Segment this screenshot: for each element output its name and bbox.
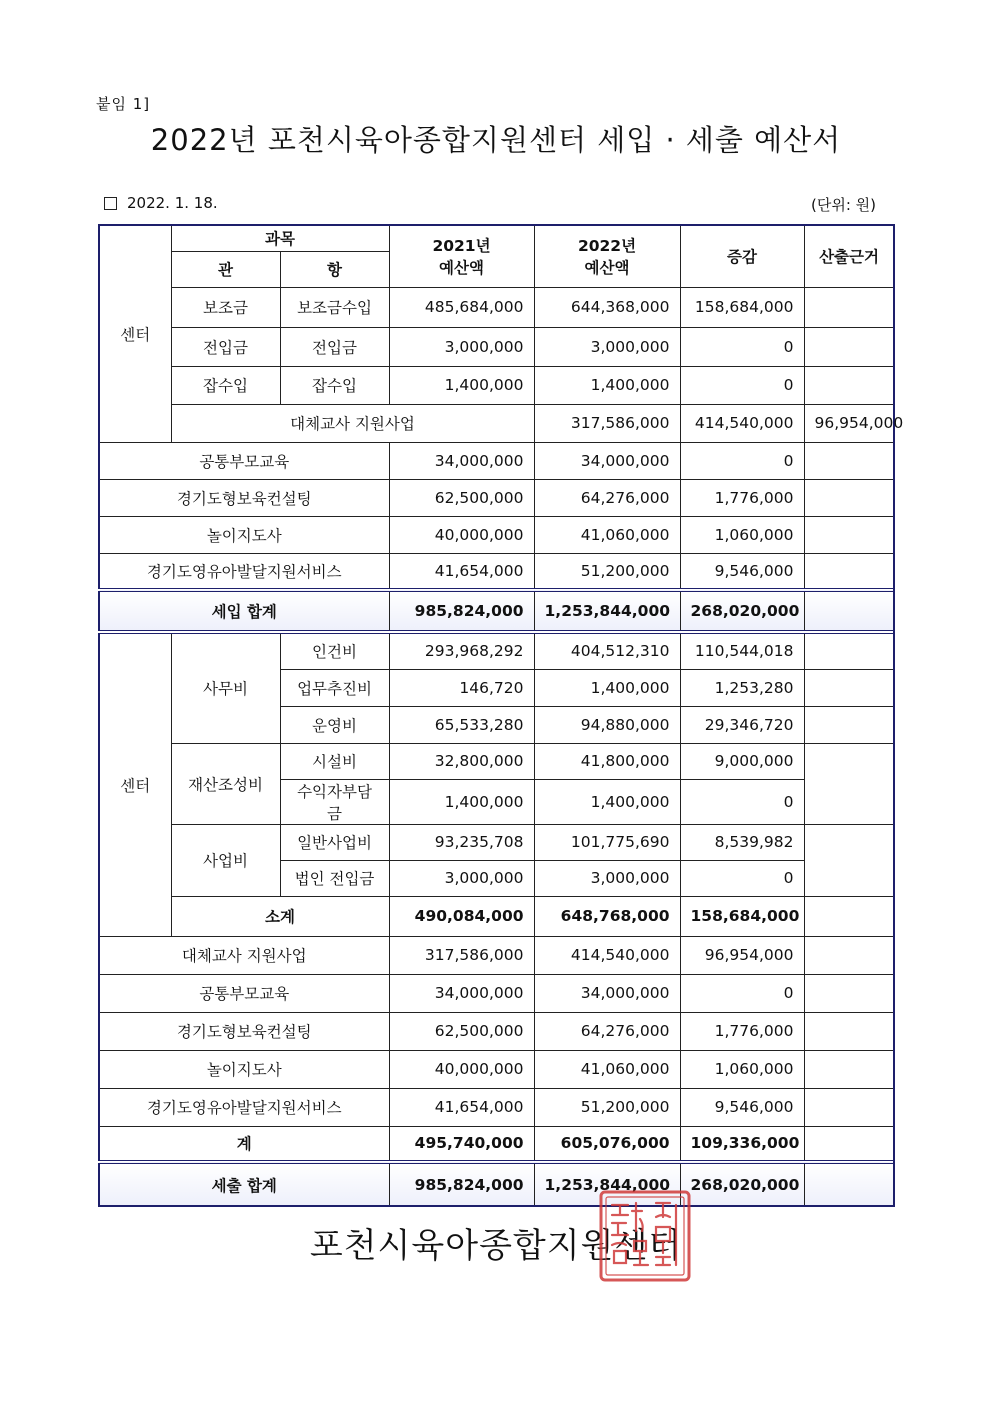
budget-2021-cell: 490,084,000 <box>389 896 534 936</box>
budget-2022-cell: 101,775,690 <box>534 824 680 860</box>
basis-cell <box>804 632 894 669</box>
budget-2021-cell: 985,824,000 <box>389 1162 534 1206</box>
document-date <box>104 194 218 212</box>
budget-2021-cell: 317,586,000 <box>389 936 534 974</box>
basis-cell <box>804 706 894 743</box>
basis-cell <box>804 479 894 516</box>
table-row <box>99 1012 894 1050</box>
expense-total-row <box>99 1162 894 1206</box>
table-row <box>99 366 894 404</box>
change-cell: 96,954,000 <box>804 404 894 442</box>
budget-2022-cell: 404,512,310 <box>534 632 680 669</box>
budget-2021-cell: 985,824,000 <box>389 590 534 632</box>
program-name-cell: 놀이지도사 <box>99 516 389 553</box>
basis-cell <box>804 936 894 974</box>
change-cell: 0 <box>680 327 804 366</box>
budget-2022-cell: 64,276,000 <box>534 1012 680 1050</box>
gwan-header: 관 <box>171 251 280 287</box>
sum-row <box>99 1126 894 1162</box>
budget-2021-cell: 62,500,000 <box>389 1012 534 1050</box>
budget-2021-cell: 40,000,000 <box>389 1050 534 1088</box>
gwan-cell: 사업비 <box>171 824 280 896</box>
hang-cell: 업무추진비 <box>280 669 389 706</box>
budget-2021-cell: 495,740,000 <box>389 1126 534 1162</box>
basis-cell <box>804 743 894 824</box>
table-row <box>99 936 894 974</box>
basis-cell <box>804 896 894 936</box>
gwan-cell: 사무비 <box>171 632 280 743</box>
change-cell: 9,000,000 <box>680 743 804 779</box>
change-cell: 109,336,000 <box>680 1126 804 1162</box>
date-text: 2022. 1. 18. <box>127 194 218 212</box>
basis-cell <box>804 327 894 366</box>
budget-2022-cell: 1,400,000 <box>534 669 680 706</box>
budget-2022-cell: 41,800,000 <box>534 743 680 779</box>
basis-cell <box>804 1012 894 1050</box>
budget-2021-cell: 41,654,000 <box>389 1088 534 1126</box>
budget-2021-cell: 41,654,000 <box>389 553 534 590</box>
document-title: 2022년 포천시육아종합지원센터 세입 · 세출 예산서 <box>150 123 842 157</box>
gwan-cell: 잡수입 <box>171 366 280 404</box>
basis-cell <box>804 516 894 553</box>
change-cell: 1,253,280 <box>680 669 804 706</box>
change-cell: 158,684,000 <box>680 287 804 327</box>
change-cell: 0 <box>680 366 804 404</box>
budget-2022-cell: 648,768,000 <box>534 896 680 936</box>
budget-2022-header: 2022년 예산액 <box>534 225 680 287</box>
change-cell: 110,544,018 <box>680 632 804 669</box>
basis-cell <box>804 824 894 896</box>
change-cell: 1,776,000 <box>680 1012 804 1050</box>
basis-cell <box>804 287 894 327</box>
hang-cell: 보조금수입 <box>280 287 389 327</box>
change-cell: 0 <box>680 779 804 824</box>
table-row <box>99 824 894 860</box>
table-row <box>99 1050 894 1088</box>
header-row <box>99 225 894 251</box>
basis-header: 산출근거 <box>804 225 894 287</box>
program-name-cell: 경기도영유아발달지원서비스 <box>99 1088 389 1126</box>
table-row <box>99 1088 894 1126</box>
change-cell: 268,020,000 <box>680 590 804 632</box>
budget-2022-cell: 34,000,000 <box>534 442 680 479</box>
budget-2022-cell: 1,253,844,000 <box>534 1162 680 1206</box>
checkbox-icon <box>104 197 117 210</box>
program-name-cell: 공통부모교육 <box>99 442 389 479</box>
budget-2021-cell: 1,400,000 <box>389 366 534 404</box>
budget-2022-cell: 1,253,844,000 <box>534 590 680 632</box>
expense-center-cell: 센터 <box>99 632 171 936</box>
table-row <box>99 743 894 779</box>
change-cell: 158,684,000 <box>680 896 804 936</box>
budget-2022-cell: 41,060,000 <box>534 1050 680 1088</box>
budget-2022-cell: 644,368,000 <box>534 287 680 327</box>
budget-2021-cell: 485,684,000 <box>389 287 534 327</box>
basis-cell <box>804 1162 894 1206</box>
budget-2022-cell: 94,880,000 <box>534 706 680 743</box>
budget-2022-cell: 1,400,000 <box>534 779 680 824</box>
program-name-cell: 경기도영유아발달지원서비스 <box>99 553 389 590</box>
change-cell: 96,954,000 <box>680 936 804 974</box>
hang-cell: 전입금 <box>280 327 389 366</box>
budget-2021-cell: 93,235,708 <box>389 824 534 860</box>
unit-label: (단위: 원) <box>811 196 876 214</box>
basis-cell <box>804 1050 894 1088</box>
program-name-cell: 공통부모교육 <box>99 974 389 1012</box>
program-name-cell: 대체교사 지원사업 <box>171 404 534 442</box>
gwan-cell: 보조금 <box>171 287 280 327</box>
budget-2021-header: 2021년 예산액 <box>389 225 534 287</box>
basis-cell <box>804 590 894 632</box>
change-cell: 268,020,000 <box>680 1162 804 1206</box>
table-row <box>99 516 894 553</box>
table-row <box>99 553 894 590</box>
change-cell: 1,060,000 <box>680 516 804 553</box>
budget-2021-cell: 293,968,292 <box>389 632 534 669</box>
budget-2021-cell: 146,720 <box>389 669 534 706</box>
change-cell: 9,546,000 <box>680 553 804 590</box>
change-cell: 29,346,720 <box>680 706 804 743</box>
change-cell: 9,546,000 <box>680 1088 804 1126</box>
organization-name: 포천시육아종합지원센터 <box>309 1226 683 1266</box>
budget-2021-cell: 34,000,000 <box>389 974 534 1012</box>
table-row <box>99 442 894 479</box>
hang-cell: 법인 전입금 <box>280 860 389 896</box>
revenue-total-row <box>99 590 894 632</box>
budget-2022-cell: 34,000,000 <box>534 974 680 1012</box>
budget-2021-cell: 1,400,000 <box>389 779 534 824</box>
budget-2021-cell: 65,533,280 <box>389 706 534 743</box>
program-name-cell: 경기도형보육컨설팅 <box>99 479 389 516</box>
subtotal-row <box>99 896 894 936</box>
hang-cell: 인건비 <box>280 632 389 669</box>
hang-cell: 잡수입 <box>280 366 389 404</box>
table-row <box>99 327 894 366</box>
change-cell: 0 <box>680 442 804 479</box>
change-cell: 0 <box>680 974 804 1012</box>
budget-2022-cell: 51,200,000 <box>534 1088 680 1126</box>
budget-2022-cell: 414,540,000 <box>680 404 804 442</box>
subject-header: 과목 <box>171 225 389 251</box>
budget-2021-cell: 34,000,000 <box>389 442 534 479</box>
table-row <box>99 974 894 1012</box>
budget-2021-cell: 3,000,000 <box>389 327 534 366</box>
total-label-cell: 세입 합계 <box>99 590 389 632</box>
sum-label-cell: 계 <box>99 1126 389 1162</box>
budget-2022-cell: 41,060,000 <box>534 516 680 553</box>
budget-2021-cell: 3,000,000 <box>389 860 534 896</box>
change-cell: 1,776,000 <box>680 479 804 516</box>
gwan-cell: 전입금 <box>171 327 280 366</box>
hang-cell: 수익자부담금 <box>280 779 389 824</box>
subtotal-label-cell: 소계 <box>171 896 389 936</box>
table-row <box>99 632 894 669</box>
basis-cell <box>804 553 894 590</box>
basis-cell <box>804 974 894 1012</box>
attachment-label: 붙임 1] <box>96 95 151 113</box>
hang-cell: 운영비 <box>280 706 389 743</box>
budget-2021-cell: 317,586,000 <box>534 404 680 442</box>
total-label-cell: 세출 합계 <box>99 1162 389 1206</box>
budget-2021-cell: 32,800,000 <box>389 743 534 779</box>
budget-2022-cell: 3,000,000 <box>534 327 680 366</box>
budget-2022-cell: 3,000,000 <box>534 860 680 896</box>
change-cell: 0 <box>680 860 804 896</box>
budget-2022-cell: 605,076,000 <box>534 1126 680 1162</box>
official-seal-icon <box>598 1189 692 1283</box>
gwan-cell: 재산조성비 <box>171 743 280 824</box>
table-row <box>99 404 894 442</box>
hang-header: 항 <box>280 251 389 287</box>
change-cell: 1,060,000 <box>680 1050 804 1088</box>
budget-2021-cell: 62,500,000 <box>389 479 534 516</box>
budget-table <box>98 224 904 1207</box>
program-name-cell: 대체교사 지원사업 <box>99 936 389 974</box>
change-header: 증감 <box>680 225 804 287</box>
budget-2021-cell: 40,000,000 <box>389 516 534 553</box>
basis-cell <box>804 669 894 706</box>
program-name-cell: 놀이지도사 <box>99 1050 389 1088</box>
budget-2022-cell: 51,200,000 <box>534 553 680 590</box>
hang-cell: 일반사업비 <box>280 824 389 860</box>
basis-cell <box>804 1126 894 1162</box>
budget-2022-cell: 64,276,000 <box>534 479 680 516</box>
basis-cell <box>804 366 894 404</box>
table-row <box>99 479 894 516</box>
hang-cell: 시설비 <box>280 743 389 779</box>
basis-cell <box>804 1088 894 1126</box>
basis-cell <box>804 442 894 479</box>
budget-2022-cell: 414,540,000 <box>534 936 680 974</box>
revenue-center-cell: 센터 <box>99 225 171 442</box>
budget-2022-cell: 1,400,000 <box>534 366 680 404</box>
change-cell: 8,539,982 <box>680 824 804 860</box>
program-name-cell: 경기도형보육컨설팅 <box>99 1012 389 1050</box>
table-row <box>99 287 894 327</box>
